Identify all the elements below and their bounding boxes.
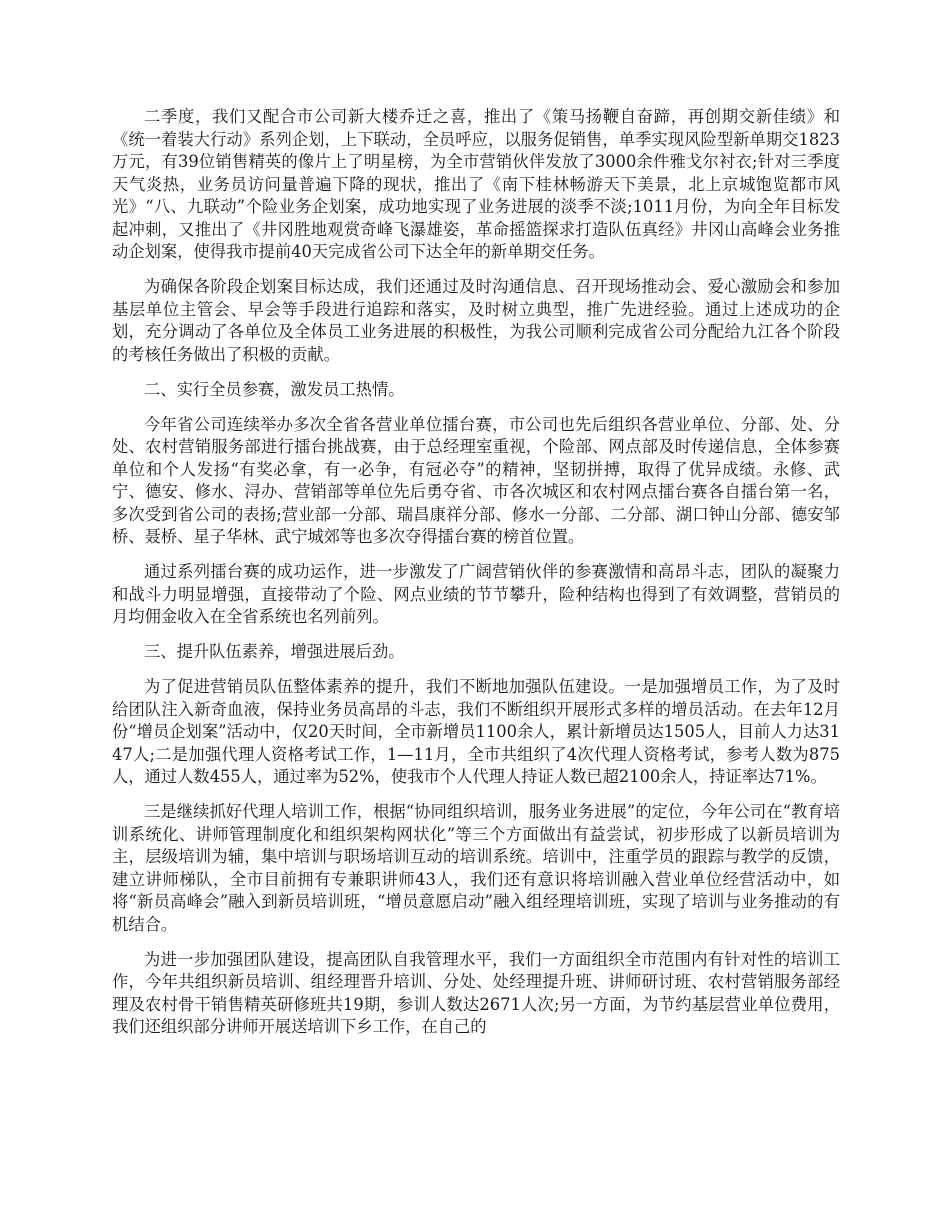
paragraph-agent-training: 三是继续抓好代理人培训工作，根据“协同组织培训，服务业务进展”的定位，今年公司在“教育培训系统化、讲师管理制度化和组织架构网状化”等三个方面做出有益尝试，初步形成了以新员培训为主，层级培训为辅，集中培训与职场培训互动的培训系统。培训中，注重学员的跟踪与教学的反馈，建立讲师梯队，全市目前拥有专兼职讲师43人，我们还有意识将培训融入营业单位经营活动中，如将“新员高峰会”融入到新员培训班，“增员意愿启动”融入组经理培训班，实现了培训与业务推动的有机结合。 xyxy=(112,802,840,934)
paragraph-goal-tracking: 为确保各阶段企划案目标达成，我们还通过及时沟通信息、召开现场推动会、爱心激励会和参加基层单位主管会、早会等手段进行追踪和落实，及时树立典型，推广先进经验。通过上述成功的企划，充分调动了各单位及全体员工业务进展的积极性，为我公司顺利完成省公司分配给九江各个阶段的考核任务做出了积极的贡献。 xyxy=(112,277,840,364)
paragraph-recruitment: 为了促进营销员队伍整体素养的提升，我们不断地加强队伍建设。一是加强增员工作，为了及时给团队注入新奇血液，保持业务员高昂的斗志，我们不断组织开展形式多样的增员活动。在去年12月份“增员企划案”活动中，仅20天时间，全市新增员1100余人，累计新增员达1505人，目前人力达3147人;二是加强代理人资格考试工作，1—11月，全市共组织了4次代理人资格考试，参考人数为875人，通过人数455人，通过率为52%，使我市个人代理人持证人数已超2100余人，持证率达71%。 xyxy=(112,677,840,786)
section-heading-2: 二、实行全员参赛，激发员工热情。 xyxy=(144,379,405,399)
paragraph-team-building: 为进一步加强团队建设，提高团队自我管理水平，我们一方面组织全市范围内有针对性的培训工作，今年共组织新员培训、组经理晋升培训、分处、处经理提升班、讲师研讨班、农村营销服务部经理及农村骨干销售精英研修班共19期，参训人数达2671人次;另一方面，为节约基层营业单位费用，我们还组织部分讲师开展送培训下乡工作，在自己的 xyxy=(112,949,840,1036)
paragraph-competition-results: 通过系列擂台赛的成功运作，进一步激发了广阔营销伙伴的参赛激情和高昂斗志，团队的凝聚力和战斗力明显增强，直接带动了个险、网点业绩的节节攀升，险种结构也得到了有效调整，营销员的月均佣金收入在全省系统也名列前列。 xyxy=(112,562,840,626)
section-heading-3: 三、提升队伍素养，增强进展后劲。 xyxy=(144,642,405,661)
paragraph-q2-campaigns: 二季度，我们又配合市公司新大楼乔迁之喜，推出了《策马扬鞭自奋蹄，再创期交新佳绩》和《统一着装大行动》系列企划，上下联动，全员呼应，以服务促销售，单季实现风险型新单期交1823万元，有39位销售精英的像片上了明星榜，为全市营销伙伴发放了3000余件雅戈尔衬衣;针对三季度天气炎热，业务员访问量普遍下降的现状，推出了《南下桂林畅游天下美景，北上京城饱览都市风光》“八、九联动”个险业务企划案，成功地实现了业务进展的淡季不淡;1011月份，为向全年目标发起冲刺，又推出了《井冈胜地观赏奇峰飞瀑雄姿，革命摇篮探求打造队伍真经》井冈山高峰会业务推动企划案，使得我市提前40天完成省公司下达全年的新单期交任务。 xyxy=(112,107,840,261)
document-body xyxy=(112,106,840,1051)
paragraph-competitions: 今年省公司连续举办多次全省各营业单位擂台赛，市公司也先后组织各营业单位、分部、处、分处、农村营销服务部进行擂台挑战赛，由于总经理室重视，个险部、网点部及时传递信息，全体参赛单位和个人发扬“有奖必拿，有一必争，有冠必夺”的精神，坚韧拼搏，取得了优异成绩。永修、武宁、德安、修水、浔办、营销部等单位先后勇夺省、市各次城区和农村网点擂台赛各自擂台第一名，多次受到省公司的表扬;营业部一分部、瑞昌康祥分部、修水一分部、二分部、湖口钟山分部、德安邹桥、聂桥、星子华林、武宁城郊等也多次夺得擂台赛的榜首位置。 xyxy=(112,414,840,546)
